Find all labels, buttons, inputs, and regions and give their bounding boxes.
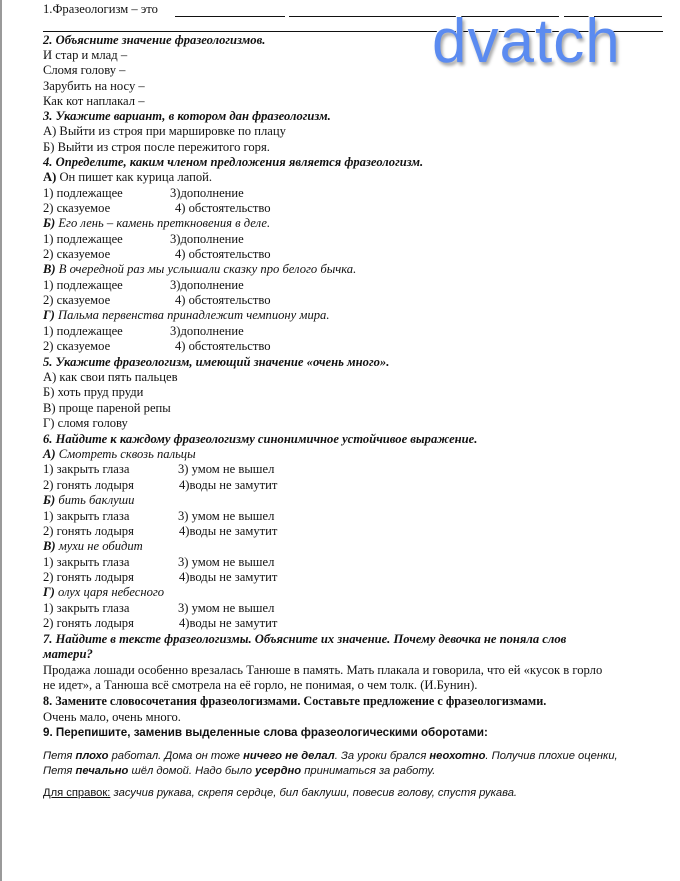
- q2-item: Как кот наплакал –: [43, 94, 145, 108]
- q4-part-a: [43, 170, 212, 185]
- q9-reference: [43, 786, 517, 801]
- part-prefix: Б): [43, 216, 56, 230]
- q4-part-b: [43, 216, 270, 231]
- q8-text: Очень мало, очень много.: [43, 710, 181, 724]
- q7-text: не идет», а Танюша всё смотрела на её горло, не понимая, о чем толк. (И.Бунин).: [43, 678, 478, 692]
- q4-title: 4. Определите, каким членом предложения является фразеологизм.: [43, 155, 424, 169]
- q9-title: 9. Перепишите, заменив выделенные слова фразеологическими оборотами:: [43, 726, 488, 739]
- part-phrase: бить баклуши: [58, 493, 135, 507]
- q6-choice: 2) гонять лодыря: [43, 616, 134, 630]
- part-prefix: В): [43, 262, 56, 276]
- q4-choice: 3)дополнение: [170, 324, 244, 338]
- q1-label: 1.Фразеологизм – это: [43, 2, 158, 16]
- watermark-logo: dvatch: [432, 7, 621, 76]
- part-prefix: Г): [43, 585, 55, 599]
- part-phrase: олух царя небесного: [57, 585, 165, 599]
- text-run: шёл домой. Надо было: [128, 765, 256, 777]
- q5-option: В) проще пареной репы: [43, 401, 171, 415]
- text-run: . Получив плохие оценки,: [485, 750, 618, 762]
- q4-choice: 1) подлежащее: [43, 324, 123, 338]
- q7-title-cont: матери?: [43, 647, 93, 661]
- part-sentence: Он пишет как курица лапой.: [59, 170, 213, 184]
- q6-choice: 2) гонять лодыря: [43, 570, 134, 584]
- q2-item: И стар и млад –: [43, 48, 128, 62]
- reference-text: засучив рукава, скрепя сердце, бил баклуши, повесив голову, спустя рукава.: [110, 787, 518, 799]
- q4-choice: 4) обстоятельство: [175, 293, 271, 307]
- q6-choice: 1) закрыть глаза: [43, 462, 130, 476]
- q7-title: 7. Найдите в тексте фразеологизмы. Объясните их значение. Почему девочка не поняла слов: [43, 632, 567, 646]
- q4-choice: 3)дополнение: [170, 232, 244, 246]
- q7-text: Продажа лошади особенно врезалась Танюше в память. Мать плакала и говорила, что ей «кусок в горло: [43, 663, 603, 677]
- q5-option: А) как свои пять пальцев: [43, 370, 178, 384]
- q5-option: Б) хоть пруд пруди: [43, 385, 144, 399]
- q4-choice: 2) сказуемое: [43, 293, 111, 307]
- part-phrase: мухи не обидит: [58, 539, 143, 553]
- part-phrase: Смотреть сквозь пальцы: [58, 447, 196, 461]
- highlighted-word: печально: [75, 765, 129, 777]
- text-run: . За уроки брался: [334, 750, 430, 762]
- answer-line: [175, 16, 285, 17]
- text-run: работал. Дома он тоже: [108, 750, 244, 762]
- q6-part-d: [43, 585, 164, 600]
- q8-title: 8. Замените словосочетания фразеологизмами. Составьте предложение с фразеологизмами.: [43, 694, 547, 708]
- q4-choice: 3)дополнение: [170, 186, 244, 200]
- q6-choice: 3) умом не вышел: [178, 509, 275, 523]
- q4-choice: 2) сказуемое: [43, 247, 111, 261]
- text-run: Петя: [43, 750, 76, 762]
- q4-choice: 4) обстоятельство: [175, 247, 271, 261]
- text-run: приниматься за работу.: [301, 765, 436, 777]
- q5-title: 5. Укажите фразеологизм, имеющий значение «очень много».: [43, 355, 390, 369]
- q6-title: 6. Найдите к каждому фразеологизму синонимичное устойчивое выражение.: [43, 432, 478, 446]
- q6-choice: 2) гонять лодыря: [43, 524, 134, 538]
- part-sentence: Пальма первенства принадлежит чемпиону мира.: [57, 308, 330, 322]
- q6-part-c: [43, 539, 143, 554]
- q3-option: Б) Выйти из строя после пережитого горя.: [43, 140, 270, 154]
- part-prefix: А): [43, 447, 56, 461]
- q4-choice: 2) сказуемое: [43, 339, 111, 353]
- q4-choice: 1) подлежащее: [43, 232, 123, 246]
- highlighted-word: усердно: [255, 765, 302, 777]
- q6-choice: 3) умом не вышел: [178, 462, 275, 476]
- q4-choice: 4) обстоятельство: [175, 339, 271, 353]
- part-prefix: А): [43, 170, 57, 184]
- q6-part-a: [43, 447, 196, 462]
- q2-title: 2. Объясните значение фразеологизмов.: [43, 33, 266, 47]
- highlighted-word: неохотно: [429, 750, 486, 762]
- q4-part-d: [43, 308, 329, 323]
- q2-item: Сломя голову –: [43, 63, 126, 77]
- q4-choice: 1) подлежащее: [43, 186, 123, 200]
- q6-choice: 4)воды не замутит: [179, 478, 278, 492]
- highlighted-word: ничего не делал: [243, 750, 335, 762]
- q9-text: [43, 749, 618, 764]
- q6-part-b: [43, 493, 134, 508]
- q4-choice: 1) подлежащее: [43, 278, 123, 292]
- part-sentence: Его лень – камень преткновения в деле.: [58, 216, 271, 230]
- q6-choice: 1) закрыть глаза: [43, 555, 130, 569]
- q3-option: А) Выйти из строя при маршировке по плацу: [43, 124, 286, 138]
- q3-title: 3. Укажите вариант, в котором дан фразеологизм.: [43, 109, 331, 123]
- q6-choice: 1) закрыть глаза: [43, 601, 130, 615]
- q4-choice: 4) обстоятельство: [175, 201, 271, 215]
- text-run: Петя: [43, 765, 76, 777]
- q4-part-c: [43, 262, 356, 277]
- q6-choice: 4)воды не замутит: [179, 570, 278, 584]
- q4-choice: 3)дополнение: [170, 278, 244, 292]
- part-prefix: Г): [43, 308, 55, 322]
- part-prefix: Б): [43, 493, 56, 507]
- highlighted-word: плохо: [75, 750, 109, 762]
- q6-choice: 4)воды не замутит: [179, 616, 278, 630]
- part-prefix: В): [43, 539, 56, 553]
- q6-choice: 2) гонять лодыря: [43, 478, 134, 492]
- q5-option: Г) сломя голову: [43, 416, 128, 430]
- reference-label: Для справок:: [43, 787, 111, 799]
- q6-choice: 3) умом не вышел: [178, 555, 275, 569]
- q9-text: [43, 764, 435, 779]
- q4-choice: 2) сказуемое: [43, 201, 111, 215]
- q6-choice: 1) закрыть глаза: [43, 509, 130, 523]
- part-sentence: В очередной раз мы услышали сказку про белого бычка.: [58, 262, 357, 276]
- q6-choice: 3) умом не вышел: [178, 601, 275, 615]
- q2-item: Зарубить на носу –: [43, 79, 145, 93]
- q6-choice: 4)воды не замутит: [179, 524, 278, 538]
